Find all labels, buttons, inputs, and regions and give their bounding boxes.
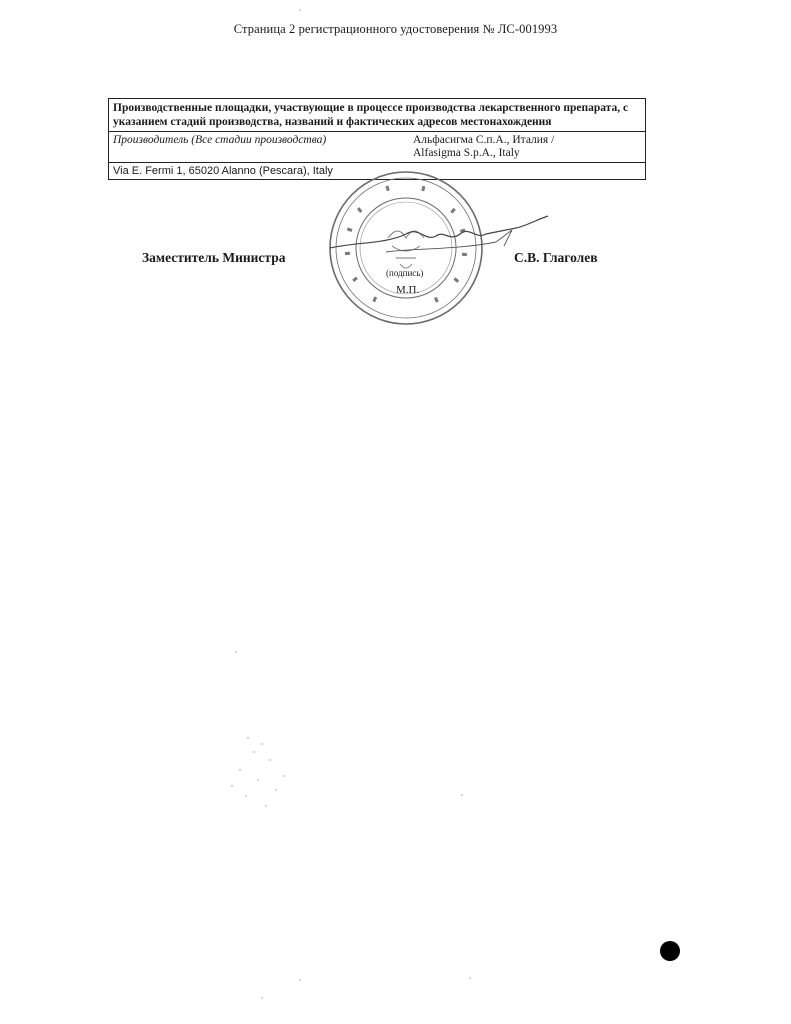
table-heading: Производственные площадки, участвующие в процессе производства лекарственного препарата, с указанием стадий производства, названий и фактических адресов местонахождения <box>109 99 646 132</box>
signer-name: С.В. Глаголев <box>514 250 598 265</box>
page-marker <box>660 941 680 961</box>
signature-caption: (подпись) <box>386 268 424 278</box>
signature-block <box>0 248 791 348</box>
table-row <box>109 132 646 163</box>
manufacturer-address: Via E. Fermi 1, 65020 Alanno (Pescara), Italy <box>109 163 646 180</box>
manufacturer-cell <box>109 132 646 163</box>
manufacturer-role: Производитель (Все стадии производства) <box>113 134 327 146</box>
company-name-en: Alfasigma S.p.A., Italy <box>413 147 520 159</box>
page-header: Страница 2 регистрационного удостоверения № ЛС-001993 <box>233 22 558 36</box>
company-name-ru: Альфасигма С.п.А., Италия / <box>413 134 555 146</box>
signer-position: Заместитель Министра <box>142 250 286 265</box>
manufacturer-company <box>413 134 633 160</box>
stamp-label: М.П. <box>396 284 420 296</box>
